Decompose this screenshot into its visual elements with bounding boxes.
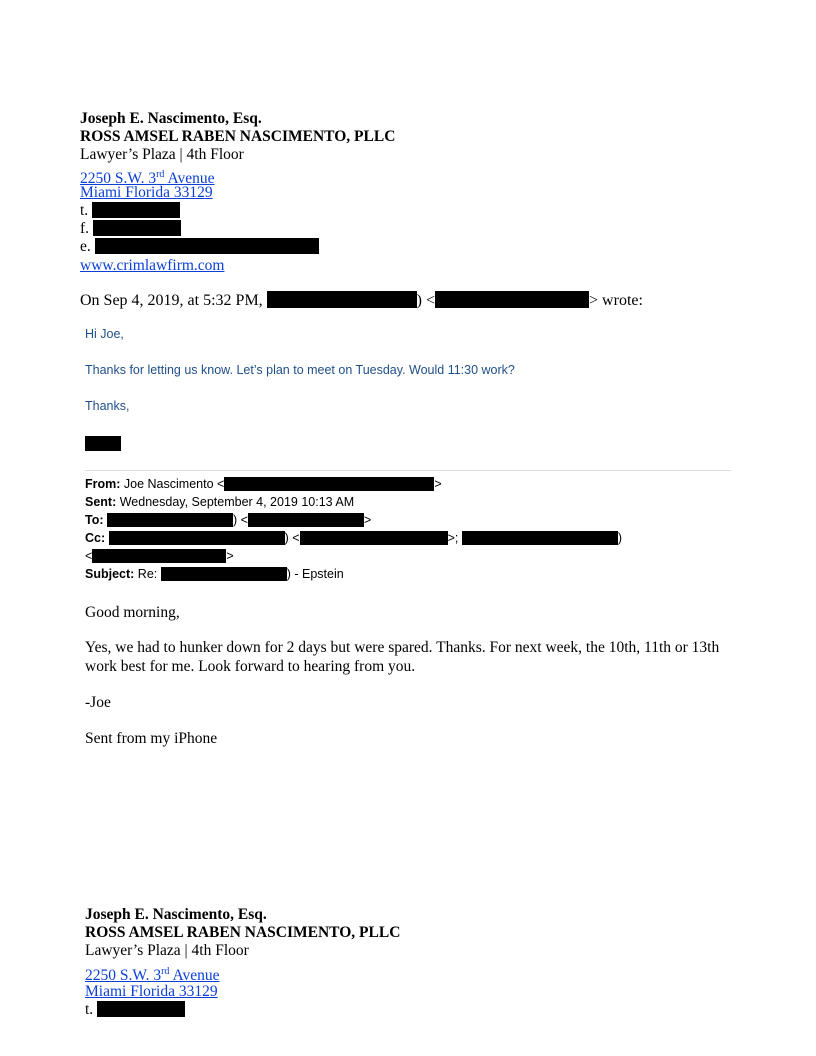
redaction — [109, 531, 285, 545]
from-row: From: Joe Nascimento < > — [85, 477, 442, 491]
message-signoff: -Joe — [85, 694, 111, 711]
redaction — [107, 513, 233, 527]
redaction — [462, 531, 618, 545]
reply-greeting: Hi Joe, — [85, 327, 124, 341]
sent-row: Sent: Wednesday, September 4, 2019 10:13 AM — [85, 495, 355, 509]
to-row: To: ) < > — [85, 513, 372, 527]
signature-street-link[interactable]: 2250 S.W. 3rd Avenue — [80, 169, 215, 188]
reply-message: Thanks for letting us know. Let’s plan to meet on Tuesday. Would 11:30 work? — [85, 363, 515, 377]
signature-firm: ROSS AMSEL RABEN NASCIMENTO, PLLC — [80, 128, 396, 145]
message-device: Sent from my iPhone — [85, 730, 218, 747]
signature-name: Joseph E. Nascimento, Esq. — [80, 110, 262, 127]
cc-row: Cc: ) < >; ) — [85, 531, 623, 545]
phone-label: t. — [85, 1001, 94, 1018]
redaction — [97, 1001, 185, 1017]
message-greeting: Good morning, — [85, 604, 180, 621]
email-label: e. — [80, 238, 91, 255]
redaction — [95, 238, 319, 254]
fax-label: f. — [80, 220, 90, 237]
website-link[interactable]: www.crimlawfirm.com — [80, 257, 225, 274]
signature-office: Lawyer’s Plaza | 4th Floor — [80, 146, 244, 163]
redaction — [93, 220, 181, 236]
divider — [85, 470, 731, 471]
reply-closing: Thanks, — [85, 399, 130, 413]
redaction — [224, 477, 434, 491]
signature-block-bottom — [85, 906, 400, 1019]
redaction — [92, 549, 226, 563]
signature-name: Joseph E. Nascimento, Esq. — [85, 906, 267, 923]
reply-attribution: On Sep 4, 2019, at 5:32 PM, ) < > wrote: — [80, 292, 643, 309]
redaction — [435, 291, 589, 308]
redaction — [92, 202, 180, 218]
redaction — [267, 291, 417, 308]
signature-street-link[interactable]: 2250 S.W. 3rd Avenue — [85, 966, 220, 985]
cc-row-continued: < > — [85, 549, 234, 563]
redaction — [300, 531, 448, 545]
signature-firm: ROSS AMSEL RABEN NASCIMENTO, PLLC — [85, 924, 401, 941]
redaction — [248, 513, 364, 527]
signature-city-link[interactable]: Miami Florida 33129 — [85, 983, 218, 1000]
redaction — [161, 567, 287, 581]
message-paragraph: Yes, we had to hunker down for 2 days but were spared. Thanks. For next week, the 10th, 11th or 13th work best for me. Look forward to hearing from you. — [85, 639, 720, 675]
subject-row: Subject: Re: ) - Epstein — [85, 567, 344, 581]
signature-block-top — [80, 110, 395, 275]
signature-office: Lawyer’s Plaza | 4th Floor — [85, 942, 249, 959]
redaction — [85, 436, 121, 451]
phone-label: t. — [80, 202, 89, 219]
signature-city-link[interactable]: Miami Florida 33129 — [80, 184, 213, 201]
